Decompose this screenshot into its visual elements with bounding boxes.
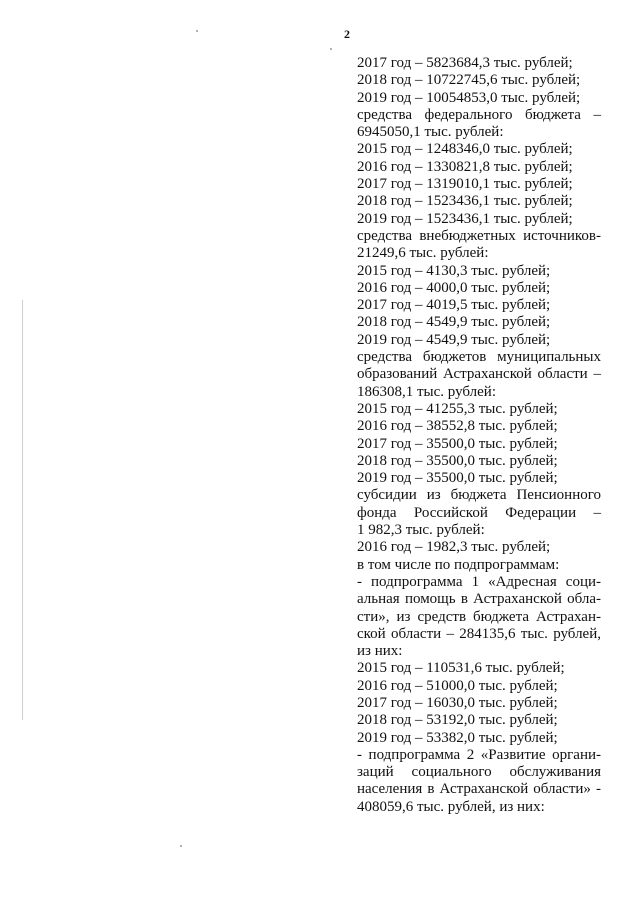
text-column [357, 55, 601, 816]
text-line: 186308,1 тыс. рублей: [357, 383, 496, 400]
text-line: 2018 год – 35500,0 тыс. рублей; [357, 452, 558, 469]
text-line: 2016 год – 38552,8 тыс. рублей; [357, 418, 558, 435]
text-line: 2017 год – 5823684,3 тыс. рублей; [357, 55, 573, 71]
text-line: 2019 год – 10054853,0 тыс. рублей; [357, 89, 581, 106]
text-line: 2018 год – 53192,0 тыс. рублей; [357, 712, 558, 729]
text-line: 2016 год – 1330821,8 тыс. рублей; [357, 158, 573, 175]
text-line: 2017 год – 35500,0 тыс. рублей; [357, 435, 558, 452]
text-line: 21249,6 тыс. рублей: [357, 245, 489, 262]
text-line: сти», из средств бюджета Астрахан- [357, 608, 601, 625]
text-line: 2018 год – 4549,9 тыс. рублей; [357, 314, 551, 331]
text-line: 2017 год – 1319010,1 тыс. рублей; [357, 176, 573, 193]
scan-speck [196, 30, 198, 32]
text-line: 2015 год – 4130,3 тыс. рублей; [357, 262, 551, 279]
scan-edge-mark [22, 300, 23, 720]
text-line: населения в Астраханской области» - [357, 781, 601, 798]
text-line: 2016 год – 51000,0 тыс. рублей; [357, 677, 558, 694]
text-line: 2015 год – 41255,3 тыс. рублей; [357, 400, 558, 417]
text-line: 2019 год – 1523436,1 тыс. рублей; [357, 210, 573, 227]
text-line: 2019 год – 35500,0 тыс. рублей; [357, 470, 558, 487]
text-line: средства бюджетов муниципальных [357, 349, 601, 366]
text-line: 2015 год – 1248346,0 тыс. рублей; [357, 141, 573, 158]
page-number: 2 [344, 27, 350, 41]
text-line: - подпрограмма 2 «Развитие органи- [357, 746, 601, 763]
text-line: 2018 год – 10722745,6 тыс. рублей; [357, 72, 581, 89]
text-line: 2019 год – 4549,9 тыс. рублей; [357, 331, 551, 348]
text-line: 408059,6 тыс. рублей, из них: [357, 798, 545, 815]
text-line: из них: [357, 643, 403, 660]
text-line: ской области – 284135,6 тыс. рублей, [357, 625, 601, 642]
text-line: альная помощь в Астраханской обла- [357, 591, 601, 608]
text-line: 2015 год – 110531,6 тыс. рублей; [357, 660, 565, 677]
text-line: 2016 год – 4000,0 тыс. рублей; [357, 279, 551, 296]
text-line: 2019 год – 53382,0 тыс. рублей; [357, 729, 558, 746]
scan-speck [330, 48, 332, 50]
text-line: 1 982,3 тыс. рублей: [357, 522, 485, 539]
text-line: - подпрограмма 1 «Адресная соци- [357, 573, 601, 590]
text-line: фонда Российской Федерации – [357, 504, 601, 521]
scan-speck [180, 845, 182, 847]
text-line: 2017 год – 4019,5 тыс. рублей; [357, 297, 551, 314]
text-line: образований Астраханской области – [357, 366, 601, 383]
text-line: 2018 год – 1523436,1 тыс. рублей; [357, 193, 573, 210]
text-line: в том числе по подпрограммам: [357, 556, 560, 573]
text-line: заций социального обслуживания [357, 764, 601, 781]
text-line: 6945050,1 тыс. рублей: [357, 124, 504, 141]
text-line: 2017 год – 16030,0 тыс. рублей; [357, 694, 558, 711]
text-line: средства федерального бюджета – [357, 106, 601, 123]
text-line: 2016 год – 1982,3 тыс. рублей; [357, 539, 551, 556]
text-line: субсидии из бюджета Пенсионного [357, 487, 601, 504]
text-line: средства внебюджетных источников- [357, 227, 601, 244]
